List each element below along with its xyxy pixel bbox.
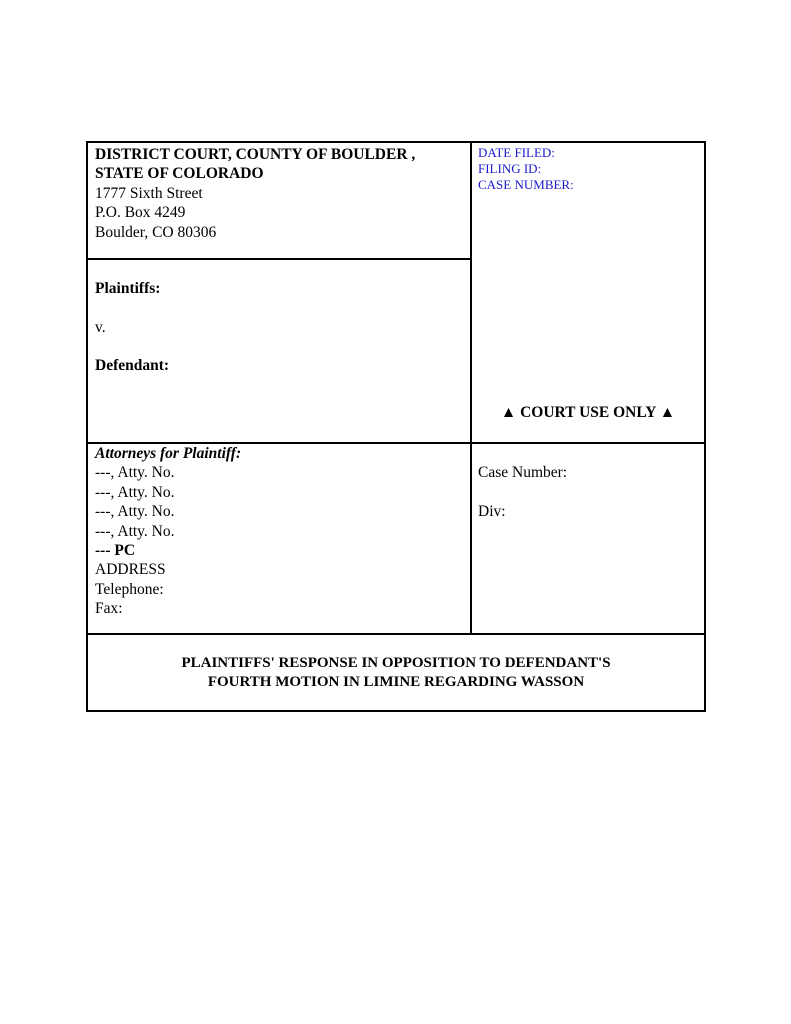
fax-label: Fax: xyxy=(95,600,123,618)
div-label: Div: xyxy=(478,503,506,520)
caption-box xyxy=(86,141,706,712)
date-filed-label: DATE FILED: xyxy=(478,145,555,160)
attorney-line: ---, Atty. No. xyxy=(95,522,175,540)
court-use-only-label: ▲ COURT USE ONLY ▲ xyxy=(500,404,676,421)
plaintiffs-label: Plaintiffs: xyxy=(95,280,161,297)
court-address-line2: P.O. Box 4249 xyxy=(95,204,186,222)
court-name-line2: STATE OF COLORADO xyxy=(95,165,264,183)
court-address-line3: Boulder, CO 80306 xyxy=(95,223,217,241)
telephone-label: Telephone: xyxy=(95,580,164,598)
court-row-divider xyxy=(88,258,470,260)
court-block xyxy=(95,145,415,242)
attorneys-block xyxy=(95,444,241,619)
firm-address: ADDRESS xyxy=(95,561,166,579)
column-divider xyxy=(470,143,472,635)
versus-label: v. xyxy=(95,319,106,336)
filing-id-label: FILING ID: xyxy=(478,161,542,176)
case-number-label: Case Number: xyxy=(478,464,568,481)
court-name-line1: DISTRICT COURT, COUNTY OF BOULDER , xyxy=(95,146,416,163)
case-number-stamp-label: CASE NUMBER: xyxy=(478,177,574,192)
defendant-label: Defendant: xyxy=(95,357,170,374)
title-line1: PLAINTIFFS' RESPONSE IN OPPOSITION TO DEFENDANT'S xyxy=(181,655,611,671)
attorneys-row-divider xyxy=(88,633,704,635)
court-address-line1: 1777 Sixth Street xyxy=(95,184,203,202)
filing-stamp xyxy=(478,145,574,193)
title-line2: FOURTH MOTION IN LIMINE REGARDING WASSON xyxy=(207,674,585,691)
attorney-line: ---, Atty. No. xyxy=(95,464,175,482)
document-title xyxy=(88,654,704,693)
attorney-line: ---, Atty. No. xyxy=(95,503,175,521)
attorneys-heading: Attorneys for Plaintiff: xyxy=(95,445,242,462)
firm-name: --- PC xyxy=(95,542,136,560)
attorney-line: ---, Atty. No. xyxy=(95,483,175,501)
